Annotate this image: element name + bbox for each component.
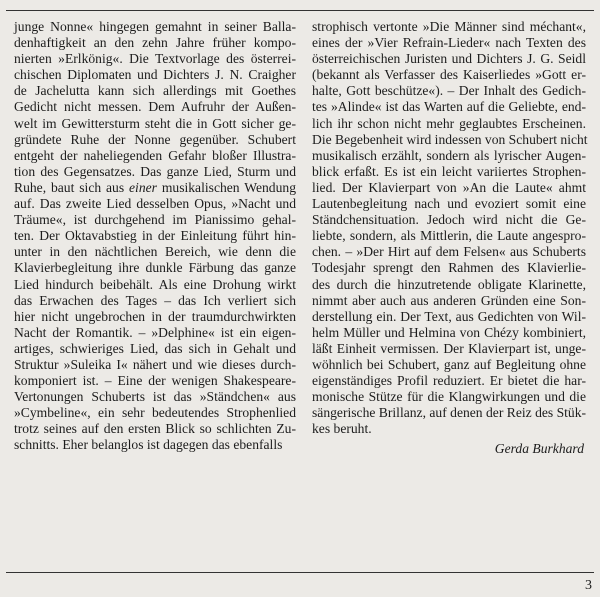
text-segment: monische Stütze für die Klangwirkungen und die — [312, 389, 586, 405]
emphasis-text: einer — [129, 179, 157, 195]
text-line — [312, 260, 586, 276]
text-line — [14, 67, 296, 83]
right-column — [312, 19, 586, 458]
text-segment: Vertonungen Schuberts ist das »Ständchen« aus — [14, 389, 296, 405]
author-signature: Gerda Burkhard — [494, 441, 584, 457]
text-line — [312, 83, 586, 99]
text-segment: halte, Gott beschütze«). – Der Inhalt des Gedich- — [312, 83, 586, 99]
top-rule — [6, 10, 594, 11]
text-line — [14, 132, 296, 148]
text-line — [312, 132, 586, 148]
bottom-rule — [6, 572, 594, 573]
text-line — [14, 405, 296, 421]
text-segment: Lied hindurch beibehält. Als eine Drohung wirkt — [14, 276, 296, 292]
text-line — [14, 244, 296, 260]
text-segment: Die Begebenheit wird indessen von Schubert nicht — [312, 131, 588, 147]
text-line — [312, 357, 586, 373]
text-segment: unter in den nächtlichen Bereich, wie denn die — [14, 244, 296, 260]
text-line — [312, 309, 586, 325]
text-segment: eines der »Vier Refrain-Lieder« nach Texten des — [312, 35, 586, 51]
text-segment: österreichischen Juristen und Dichters J. G. Seidl — [312, 51, 586, 67]
text-line — [14, 357, 296, 373]
text-line — [14, 293, 296, 309]
text-segment: entgeht der naheliegenden Gefahr bloßer Illustra- — [14, 147, 296, 163]
text-line — [312, 51, 586, 67]
text-segment: wöhnlich bei Schubert, ganz auf Begleitung ohne — [312, 356, 586, 372]
text-line — [14, 83, 296, 99]
text-line — [14, 309, 296, 325]
text-segment: musikalisch erzählt, sondern als lyrischer Augen- — [312, 147, 586, 163]
text-segment: welt im Gewittersturm steht die in Gott sicher ge- — [14, 115, 296, 131]
right-column-lines — [312, 19, 586, 437]
text-segment: artiges, schwieriges Lied, das sich in Gehalt und — [14, 340, 296, 356]
text-line — [312, 180, 586, 196]
text-segment: kes beruht. — [312, 421, 372, 437]
text-line — [312, 19, 586, 35]
text-line — [312, 293, 586, 309]
text-segment: tion des Gegensatzes. Das ganze Lied, Sturm und — [14, 163, 296, 179]
text-line — [312, 373, 586, 389]
text-segment: denhaftigkeit an den zehn Jahre früher kompo- — [14, 35, 296, 51]
text-line — [312, 67, 586, 83]
text-segment: sängerische Brillanz, auf denen der Reiz des Stük- — [312, 405, 587, 421]
text-line — [14, 196, 296, 212]
text-segment: nimmt aber auch aus anderen Gründen eine Son- — [312, 292, 586, 308]
text-segment: Ruhe, baut sich aus — [14, 179, 130, 195]
text-segment: strophisch vertonte »Die Männer sind méchant«, — [312, 19, 586, 34]
text-line — [312, 228, 586, 244]
text-segment: junge Nonne« hingegen gemahnt in seiner Balla- — [14, 19, 296, 34]
text-segment: blick erfaßt. Es ist ein leicht variiertes Strophen- — [312, 163, 586, 179]
text-segment: auf. Das zweite Lied desselben Opus, »Nacht und — [14, 196, 296, 212]
text-segment: de Jachelutta kann sich allerdings mit Goethes — [14, 83, 296, 99]
text-line — [14, 421, 296, 437]
text-line — [14, 212, 296, 228]
text-line — [312, 35, 586, 51]
text-line — [14, 228, 296, 244]
text-segment: (bekannt als Verfasser des Kaiserliedes »Gott er- — [312, 67, 586, 83]
text-line — [14, 148, 296, 164]
text-segment: tes »Alinde« ist das Warten auf die Geliebte, end- — [312, 99, 586, 115]
text-segment: chischen Diplomaten und Dichters J. N. Craigher — [14, 67, 296, 83]
text-line — [14, 325, 296, 341]
text-segment: liebte, sondern, als Mittlerin, die Laute angespro- — [312, 228, 586, 244]
text-line — [312, 325, 586, 341]
text-line — [14, 35, 296, 51]
text-segment: lied. Der Klavierpart von »An die Laute« ahmt — [312, 179, 586, 195]
text-line — [14, 437, 296, 453]
text-line — [14, 99, 296, 115]
text-segment: komponiert ist. – Eine der wenigen Shakespeare- — [14, 373, 296, 389]
text-line — [14, 277, 296, 293]
text-segment: Lautenbegleitung nach und evoziert somit eine — [312, 196, 586, 212]
text-line — [14, 180, 296, 196]
left-column — [14, 19, 296, 454]
text-line — [312, 277, 586, 293]
text-line — [14, 341, 296, 357]
text-segment: chen. – »Der Hirt auf dem Felsen« aus Schuberts — [312, 244, 586, 260]
text-segment: läßt Einheit vermissen. Der Klavierpart ist, unge- — [312, 340, 586, 356]
text-line — [14, 51, 296, 67]
page-number: 3 — [585, 578, 592, 593]
text-segment: Struktur »Suleika I« nähert und wie dieses durch- — [14, 356, 296, 372]
text-line — [312, 389, 586, 405]
text-segment: Todesjahr sprengt den Rahmen des Klavierlie- — [312, 260, 586, 276]
text-segment: des durch die hinzutretende obligate Klarinette, — [312, 276, 586, 292]
text-segment: helm Müller und Helmina von Chézy kombiniert, — [312, 324, 586, 340]
text-line — [312, 148, 586, 164]
text-line — [312, 99, 586, 115]
text-segment: schnitts. Eher belanglos ist dagegen das ebenfalls — [14, 437, 283, 453]
text-segment: Ständchensituation. Jedoch wird nicht die Ge- — [312, 212, 586, 228]
text-segment: gründete Ruhe der Nonne gegenüber. Schubert — [14, 131, 296, 147]
text-line — [14, 164, 296, 180]
text-segment: musikalischen Wendung — [156, 179, 296, 195]
text-segment: ten. Der Oktavabstieg in der Einleitung führt hin- — [14, 228, 296, 244]
text-line — [312, 212, 586, 228]
text-line — [312, 421, 586, 437]
text-line — [312, 196, 586, 212]
text-segment: hier nicht ungebrochen in der traumdurchwirkten — [14, 308, 296, 324]
text-line — [312, 116, 586, 132]
text-segment: Träume«, ist durchgehend im Pianissimo gehal- — [14, 212, 296, 228]
text-segment: eigenständiges Profil reduziert. Er bietet die har- — [312, 373, 586, 389]
text-segment: Nacht der Romantik. – »Delphine« ist ein eigen- — [14, 324, 296, 340]
text-segment: trotz seines auf den ersten Blick so schlichten Zu- — [14, 421, 296, 437]
text-segment: »Cymbeline«, ein sehr bedeutendes Strophenlied — [14, 405, 296, 421]
text-line — [14, 260, 296, 276]
text-segment: das Erwachen des Tages – das Ich verliert sich — [14, 292, 296, 308]
text-line — [14, 116, 296, 132]
text-segment: Klavierbegleitung ihre dunkle Färbung das ganze — [14, 260, 296, 276]
text-line — [312, 405, 586, 421]
text-segment: lich ihr schon nicht mehr geglaubtes Erscheinen. — [312, 115, 586, 131]
text-line — [14, 19, 296, 35]
text-line — [312, 341, 586, 357]
text-line — [312, 244, 586, 260]
text-line — [14, 389, 296, 405]
text-segment: nierten »Erlkönig«. Die Textvorlage des österrei- — [14, 51, 296, 67]
text-line — [312, 164, 586, 180]
text-line — [14, 373, 296, 389]
text-segment: derstellung ein. Der Text, aus Gedichten von Wil- — [312, 308, 586, 324]
text-segment: Gedicht nicht messen. Dem Aufruhr der Außen- — [14, 99, 296, 115]
